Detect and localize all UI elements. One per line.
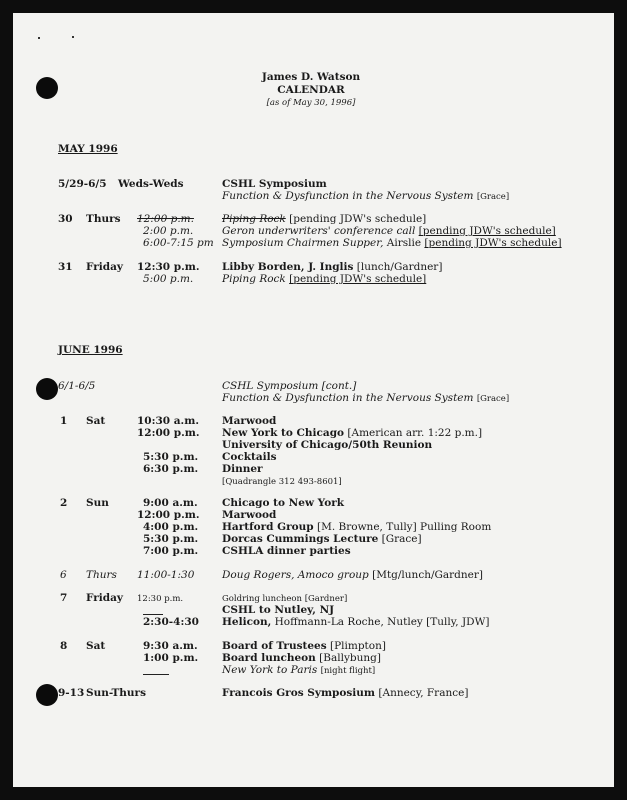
june-r3-date: 2 xyxy=(60,497,68,509)
may-r2-t1: 12:00 p.m. xyxy=(137,213,194,225)
june-r3-e5: CSHLA dinner parties xyxy=(222,545,351,557)
june-r3-t1: 9:00 a.m. xyxy=(143,497,198,509)
june-r4-date: 6 xyxy=(60,569,67,581)
june-r6-date: 8 xyxy=(60,640,68,652)
june-r6-e2: Board luncheon [Ballybung] xyxy=(222,652,381,664)
june-r2-day: Sat xyxy=(86,415,106,427)
june-r2-n6: [Quadrangle 312 493-8601] xyxy=(222,477,342,487)
may-r1-sub: Function & Dysfunction in the Nervous System [Grace] xyxy=(222,190,510,202)
june-r2-date: 1 xyxy=(60,415,68,427)
may-r2-e3: Symposium Chairmen Supper, Airslie [pending JDW's schedule] xyxy=(222,237,562,249)
june-r5-e1: Goldring luncheon [Gardner] xyxy=(222,594,348,604)
june-r7-e1: Francois Gros Symposium [Annecy, France] xyxy=(222,687,469,699)
june-r3-e3: Hartford Group [M. Browne, Tully] Pulling Room xyxy=(222,521,492,533)
june-r5-day: Friday xyxy=(86,592,124,604)
may-r1-day: Weds-Weds xyxy=(118,178,184,190)
june-r1-sub: Function & Dysfunction in the Nervous System [Grace] xyxy=(222,392,510,404)
may-r2-day: Thurs xyxy=(86,213,121,225)
june-r4-e1: Doug Rogers, Amoco group [Mtg/lunch/Gardner] xyxy=(222,569,483,581)
june-r3-t5: 7:00 p.m. xyxy=(143,545,199,557)
may-r3-e2: Piping Rock [pending JDW's schedule] xyxy=(222,273,427,285)
june-r2-t1: 10:30 a.m. xyxy=(137,415,199,427)
june-r3-e2: Marwood xyxy=(222,509,277,521)
may-r3-date: 31 xyxy=(58,261,73,273)
may-r2-t3: 6:00-7:15 pm xyxy=(143,237,214,249)
june-r5-t3: 2:30-4:30 xyxy=(143,616,199,628)
june-r5-date: 7 xyxy=(60,592,68,604)
june-r2-e1: Marwood xyxy=(222,415,277,427)
header-asof: [as of May 30, 1996] xyxy=(266,98,356,108)
may-r3-t2: 5:00 p.m. xyxy=(143,273,194,285)
header-name: James D. Watson xyxy=(261,71,361,83)
june-r6-t1: 9:30 a.m. xyxy=(143,640,198,652)
june-r4-t1: 11:00-1:30 xyxy=(137,569,195,581)
june-r5-blank-line xyxy=(143,614,163,615)
punch-hole-middle xyxy=(36,378,58,400)
june-r5-t1: 12:30 p.m. xyxy=(137,594,184,604)
june-r1-title: CSHL Symposium [cont.] xyxy=(222,380,357,392)
may-r1-title: CSHL Symposium xyxy=(222,178,327,190)
speck xyxy=(38,37,40,39)
june-r2-t4: 5:30 p.m. xyxy=(143,451,199,463)
june-r3-day: Sun xyxy=(86,497,109,509)
june-r5-e2: CSHL to Nutley, NJ xyxy=(222,604,335,616)
june-r3-e4: Dorcas Cummings Lecture [Grace] xyxy=(222,533,422,545)
june-r2-e4: Cocktails xyxy=(222,451,277,463)
june-r2-e5: Dinner xyxy=(222,463,263,475)
punch-hole-bottom xyxy=(36,684,58,706)
may-r2-date: 30 xyxy=(58,213,73,225)
june-r2-t5: 6:30 p.m. xyxy=(143,463,199,475)
june-r1-date: 6/1-6/5 xyxy=(58,380,96,392)
june-r3-e1: Chicago to New York xyxy=(222,497,345,509)
may-r2-t2: 2:00 p.m. xyxy=(143,225,194,237)
june-heading: JUNE 1996 xyxy=(58,344,123,356)
may-r3-t1: 12:30 p.m. xyxy=(137,261,200,273)
june-r6-blank-line xyxy=(143,674,169,675)
june-r7-day: Sun-Thurs xyxy=(86,687,146,699)
june-r2-e3: University of Chicago/50th Reunion xyxy=(222,439,433,451)
june-r3-t3: 4:00 p.m. xyxy=(143,521,199,533)
june-r3-t4: 5:30 p.m. xyxy=(143,533,199,545)
june-r3-t2: 12:00 p.m. xyxy=(137,509,200,521)
may-r2-e1: Piping Rock [pending JDW's schedule] xyxy=(222,213,427,225)
may-r2-e2: Geron underwriters' conference call [pending JDW's schedule] xyxy=(222,225,556,237)
june-r2-e2: New York to Chicago [American arr. 1:22 p.m.] xyxy=(222,427,483,439)
june-r6-day: Sat xyxy=(86,640,106,652)
may-r1-date: 5/29-6/5 xyxy=(58,178,107,190)
june-r6-e3: New York to Paris [night flight] xyxy=(222,664,376,676)
june-r5-e3: Helicon, Hoffmann-La Roche, Nutley [Tully, JDW] xyxy=(222,616,490,628)
may-r3-e1: Libby Borden, J. Inglis [lunch/Gardner] xyxy=(222,261,443,273)
june-r6-t2: 1:00 p.m. xyxy=(143,652,199,664)
june-r6-e1: Board of Trustees [Plimpton] xyxy=(222,640,386,652)
june-r2-t2: 12:00 p.m. xyxy=(137,427,200,439)
june-r4-day: Thurs xyxy=(86,569,117,581)
may-r3-day: Friday xyxy=(86,261,124,273)
june-r7-date: 9-13 xyxy=(58,687,85,699)
punch-hole-top xyxy=(36,77,58,99)
may-heading: MAY 1996 xyxy=(58,143,118,155)
speck xyxy=(72,36,74,38)
header-title: CALENDAR xyxy=(277,84,345,96)
